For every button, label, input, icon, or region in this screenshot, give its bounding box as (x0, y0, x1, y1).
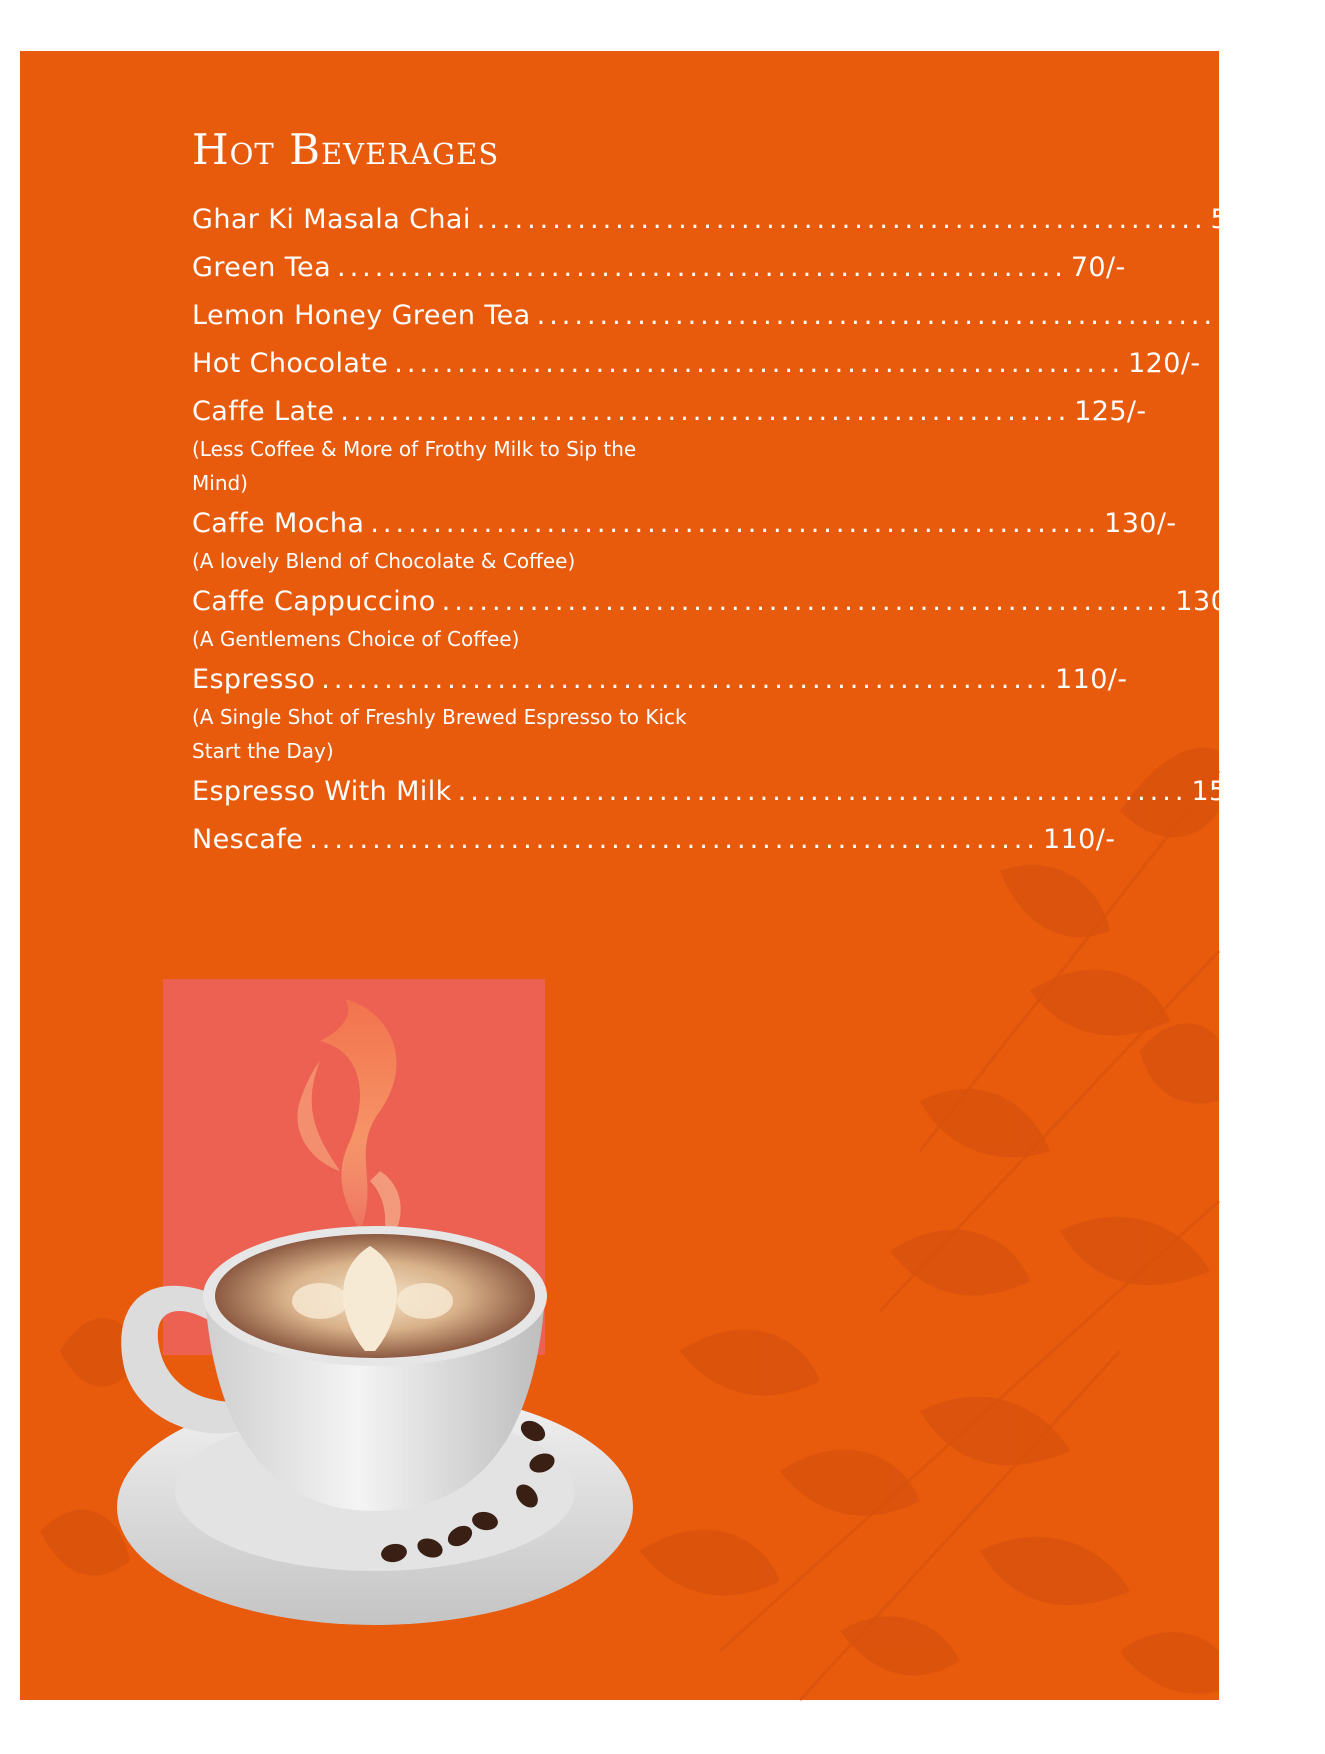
item-price: 120/- (1128, 348, 1201, 379)
item-price: 110/- (1055, 664, 1128, 695)
item-price: 150/- (1191, 776, 1264, 807)
item-price: 125/- (1074, 396, 1147, 427)
leader-dots: .......................................................... (457, 776, 1188, 807)
item-name: Nescafe (192, 824, 304, 855)
item-description: (A Gentlemens Choice of Coffee) (192, 627, 520, 651)
item-price: 75/- (1270, 300, 1325, 331)
item-name: Espresso (192, 664, 316, 695)
leader-dots: .......................................................... (337, 252, 1067, 283)
leader-dots: .......................................................... (536, 300, 1267, 331)
leader-dots: .......................................................... (370, 508, 1101, 539)
item-name: Caffe Mocha (192, 508, 365, 539)
leader-dots: .......................................................... (394, 348, 1125, 379)
item-name: Espresso With Milk (192, 776, 452, 807)
leader-dots: .......................................................... (340, 396, 1071, 427)
leader-dots: .......................................................... (476, 204, 1207, 235)
item-price: 130/- (1104, 508, 1177, 539)
item-description: (A Single Shot of Freshly Brewed Espresso to Kick Start the Day) (192, 705, 687, 763)
section-title: Hot Beverages (192, 125, 500, 174)
item-description: (Less Coffee & More of Frothy Milk to Sip the Mind) (192, 437, 637, 495)
leader-dots: .......................................................... (321, 664, 1052, 695)
leader-dots: .......................................................... (309, 824, 1039, 855)
item-name: Ghar Ki Masala Chai (192, 204, 471, 235)
item-name: Green Tea (192, 252, 332, 283)
item-name: Caffe Late (192, 396, 335, 427)
cappuccino-cup-illustration (20, 51, 1219, 1700)
leader-dots: .......................................................... (441, 586, 1172, 617)
item-price: 55/- (1210, 204, 1266, 235)
item-name: Hot Chocolate (192, 348, 389, 379)
item-name: Lemon Honey Green Tea (192, 300, 531, 331)
menu-panel (20, 51, 1325, 1700)
item-name: Caffe Cappuccino (192, 586, 436, 617)
item-price: 110/- (1042, 824, 1116, 855)
item-price: 70/- (1070, 252, 1126, 283)
item-description: (A lovely Blend of Chocolate & Coffee) (192, 549, 576, 573)
item-price: 130/- (1175, 586, 1248, 617)
steam-icon (297, 999, 400, 1251)
